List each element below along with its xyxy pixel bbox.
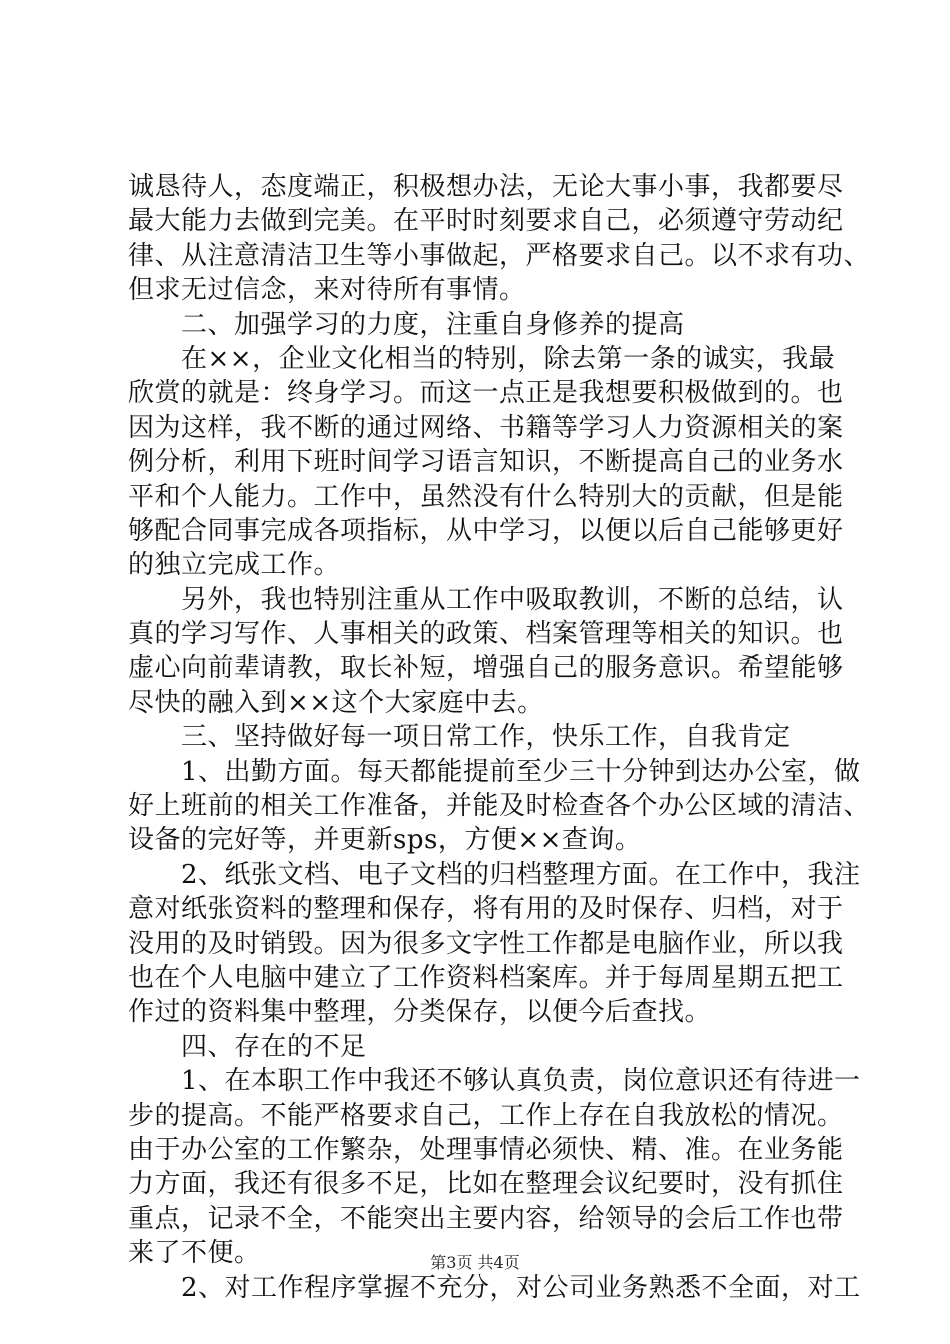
text-line: 虚心向前辈请教，取长补短，增强自己的服务意识。希望能够 xyxy=(128,653,844,684)
text-line: 律、从注意清洁卫生等小事做起，严格要求自己。以不求有功、 xyxy=(128,240,871,271)
text-line: 三、坚持做好每一项日常工作，快乐工作，自我肯定 xyxy=(128,722,791,753)
text-line: 二、加强学习的力度，注重自身修养的提高 xyxy=(128,309,685,340)
text-line: 1、在本职工作中我还不够认真负责，岗位意识还有待进一 xyxy=(128,1066,861,1097)
text-line: 设备的完好等，并更新sps，方便××查询。 xyxy=(128,825,642,856)
text-line: 最大能力去做到完美。在平时时刻要求自己，必须遵守劳动纪 xyxy=(128,206,844,237)
text-line: 没用的及时销毁。因为很多文字性工作都是电脑作业，所以我 xyxy=(128,928,844,959)
text-line: 步的提高。不能严格要求自己，工作上存在自我放松的情况。 xyxy=(128,1100,844,1131)
text-line: 尽快的融入到××这个大家庭中去。 xyxy=(128,687,544,718)
text-line: 例分析，利用下班时间学习语言知识，不断提高自己的业务水 xyxy=(128,447,844,478)
text-line: 真的学习写作、人事相关的政策、档案管理等相关的知识。也 xyxy=(128,619,844,650)
text-line: 诚恳待人，态度端正，积极想办法，无论大事小事，我都要尽 xyxy=(128,172,844,202)
text-line: 作过的资料集中整理，分类保存，以便今后查找。 xyxy=(128,997,712,1028)
text-line: 重点，记录不全，不能突出主要内容，给领导的会后工作也带 xyxy=(128,1203,844,1234)
text-line: 但求无过信念，来对待所有事情。 xyxy=(128,275,526,306)
page-footer: 第3页 共4页 xyxy=(430,1253,520,1272)
text-line: 2、对工作程序掌握不充分，对公司业务熟悉不全面，对工 xyxy=(128,1272,861,1303)
text-line: 欣赏的就是：终身学习。而这一点正是我想要积极做到的。也 xyxy=(128,378,844,409)
text-line: 意对纸张资料的整理和保存，将有用的及时保存、归档，对于 xyxy=(128,894,844,925)
text-line: 也在个人电脑中建立了工作资料档案库。并于每周星期五把工 xyxy=(128,962,844,993)
text-line: 力方面，我还有很多不足，比如在整理会议纪要时，没有抓住 xyxy=(128,1169,844,1200)
text-line: 1、出勤方面。每天都能提前至少三十分钟到达办公室，做 xyxy=(128,756,861,787)
text-line: 够配合同事完成各项指标，从中学习，以便以后自己能够更好 xyxy=(128,515,844,546)
text-line: 由于办公室的工作繁杂，处理事情必须快、精、准。在业务能 xyxy=(128,1134,844,1165)
text-line: 另外，我也特别注重从工作中吸取教训，不断的总结，认 xyxy=(128,584,844,615)
text-line: 在××，企业文化相当的特别，除去第一条的诚实，我最 xyxy=(128,343,836,374)
text-line: 平和个人能力。工作中，虽然没有什么特别大的贡献，但是能 xyxy=(128,481,844,512)
text-line: 因为这样，我不断的通过网络、书籍等学习人力资源相关的案 xyxy=(128,412,844,443)
text-line: 2、纸张文档、电子文档的归档整理方面。在工作中，我注 xyxy=(128,859,861,890)
document-body xyxy=(128,170,871,1305)
text-line: 好上班前的相关工作准备，并能及时检查各个办公区域的清洁、 xyxy=(128,791,871,822)
text-line: 来了不便。 xyxy=(128,1238,261,1269)
text-line: 四、存在的不足 xyxy=(128,1031,367,1062)
text-line: 的独立完成工作。 xyxy=(128,550,341,581)
